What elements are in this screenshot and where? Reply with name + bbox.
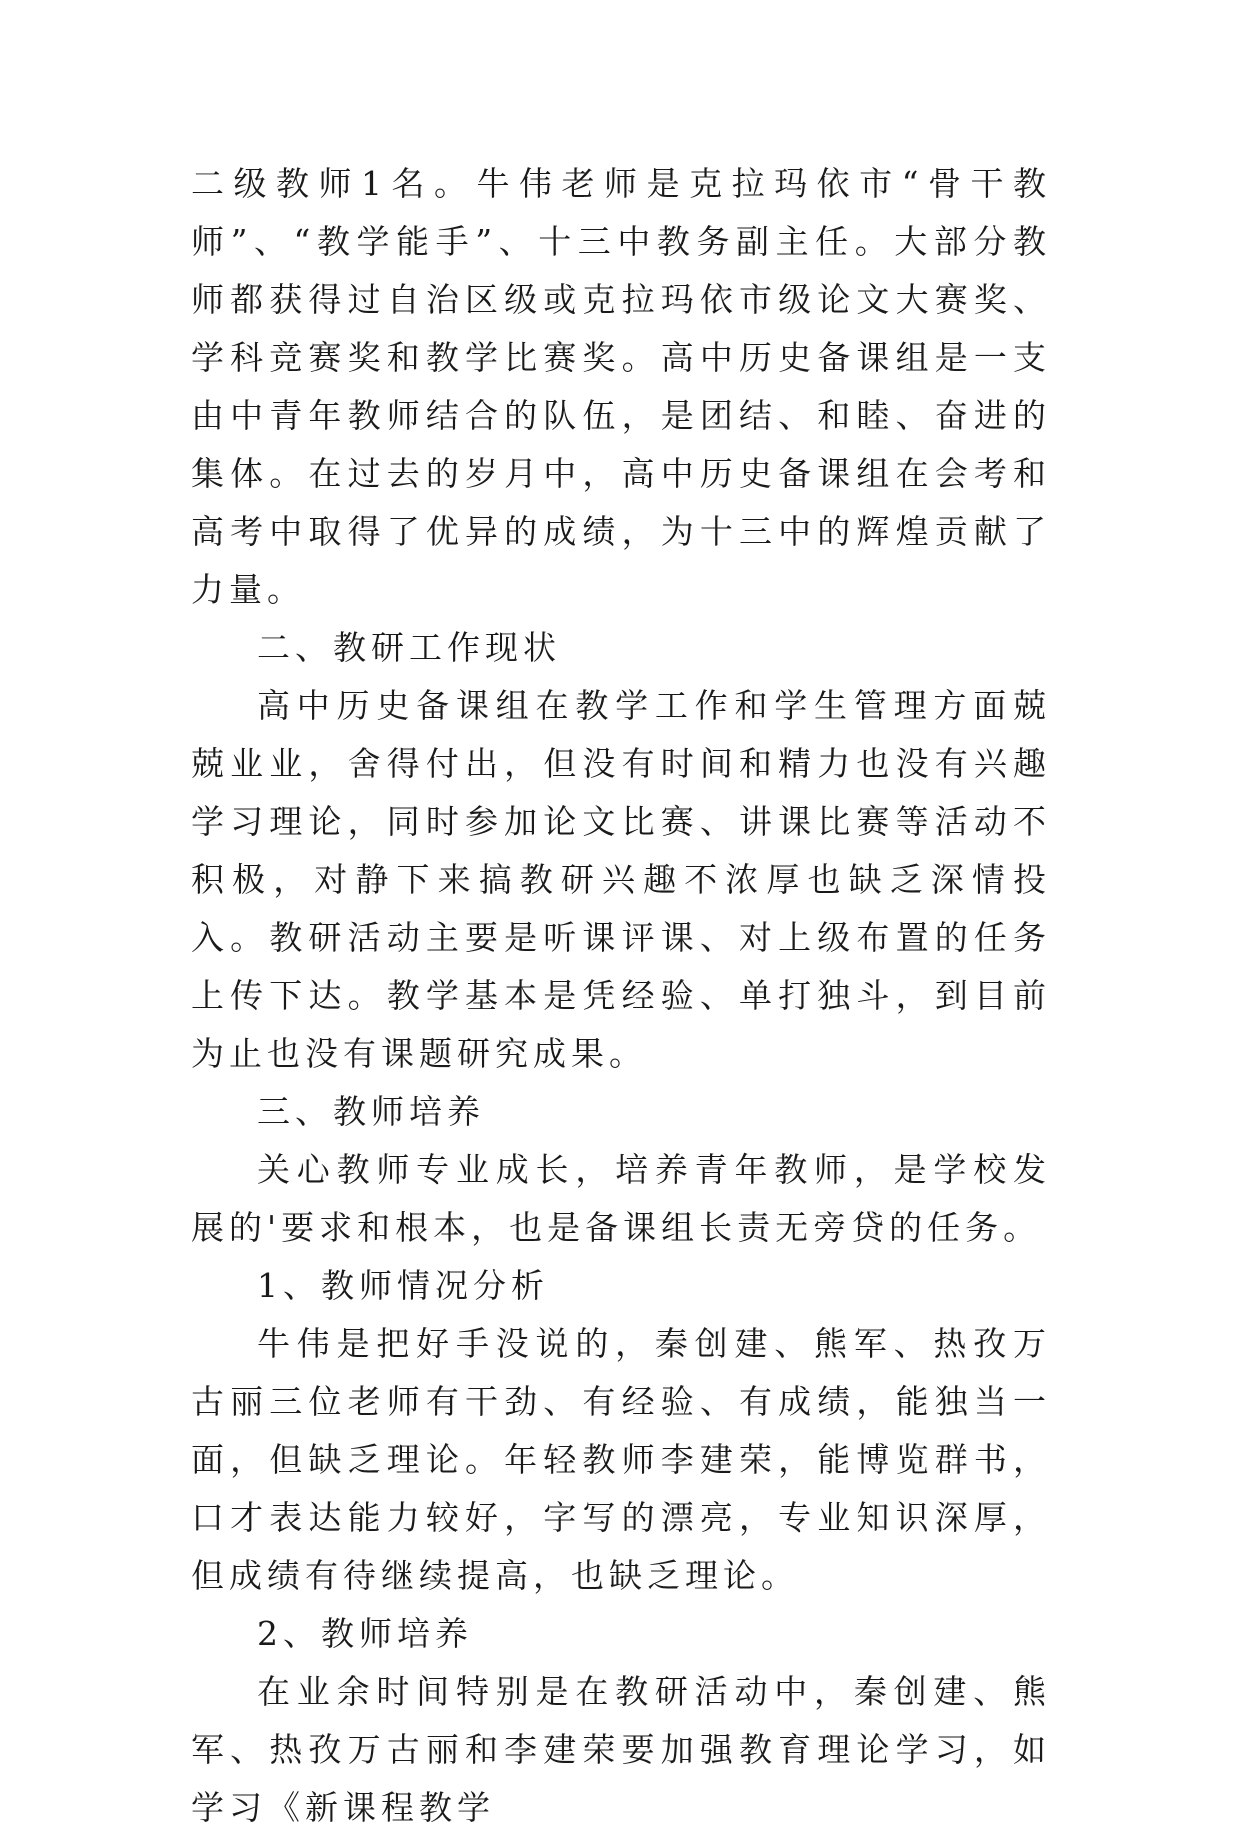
paragraph-teacher-analysis: 牛伟是把好手没说的，秦创建、熊军、热孜万古丽三位老师有干劲、有经验、有成绩，能独当一面，但缺乏理论。年轻教师李建荣，能博览群书，口才表达能力较好，字写的漂亮，专业知识深厚，但成绩有待继续提高，也缺乏理论。 [191,1324,1051,1595]
section-heading-research-status: 二、教研工作现状 [257,628,561,667]
paragraph-teacher-cultivation: 在业余时间特别是在教研活动中，秦创建、熊军、热孜万古丽和李建荣要加强教育理论学习，如学习《新课程教学 [191,1672,1051,1827]
paragraph-teacher-growth: 关心教师专业成长，培养青年教师，是学校发展的'要求和根本，也是备课组长责无旁贷的任务。 [191,1150,1051,1247]
document-body [191,155,1051,1837]
section-heading-teacher-training: 三、教师培养 [257,1092,485,1131]
paragraph-research-status: 高中历史备课组在教学工作和学生管理方面兢兢业业，舍得付出，但没有时间和精力也没有兴趣学习理论，同时参加论文比赛、讲课比赛等活动不积极，对静下来搞教研兴趣不浓厚也缺乏深情投入。教研活动主要是听课评课、对上级布置的任务上传下达。教学基本是凭经验、单打独斗，到目前为止也没有课题研究成果。 [191,686,1051,1073]
subheading-teacher-cultivation: 2、教师培养 [257,1614,473,1653]
subheading-teacher-analysis: 1、教师情况分析 [257,1266,549,1305]
paragraph-teacher-honors: 二级教师1名。牛伟老师是克拉玛依市“骨干教师”、“教学能手”、十三中教务副主任。大部分教师都获得过自治区级或克拉玛依市级论文大赛奖、学科竞赛奖和教学比赛奖。高中历史备课组是一支由中青年教师结合的队伍，是团结、和睦、奋进的集体。在过去的岁月中，高中历史备课组在会考和高考中取得了优异的成绩，为十三中的辉煌贡献了力量。 [191,164,1051,609]
